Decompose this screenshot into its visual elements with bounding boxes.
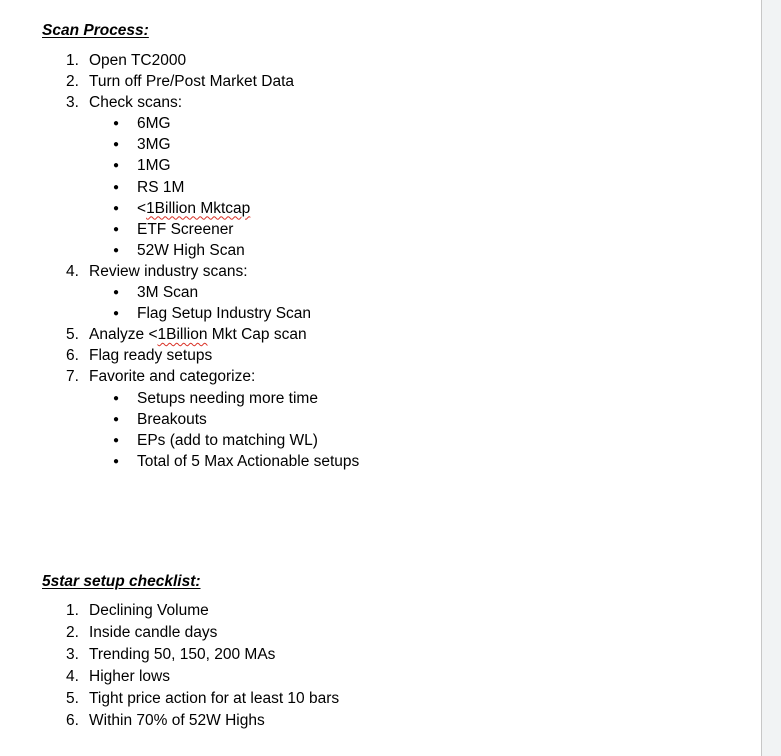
bullet-icon: ● [113,287,120,299]
list-number: 1. [66,52,79,69]
list-number: 6. [66,712,79,729]
list-text: Open TC2000 [89,52,187,69]
list-number: 6. [66,347,79,365]
text-prefix: Analyze < [89,326,158,344]
list-number: 5. [66,690,79,707]
sub-list-text: 3M Scan [137,284,199,302]
list-text: Declining Volume [89,602,209,619]
list-number: 4. [66,668,79,685]
bullet-icon: ● [113,308,120,320]
text-suffix: Mkt Cap scan [207,326,307,344]
list-number: 2. [66,624,79,641]
bullet-icon: ● [113,202,120,214]
list-text: Check scans: [89,94,183,112]
bullet-icon: ● [113,413,120,425]
list-text [89,324,307,345]
sub-list-text: EPs (add to matching WL) [137,431,318,449]
scan-process-heading[interactable]: Scan Process: [42,22,149,39]
bullet-icon: ● [113,455,120,467]
bullet-icon: ● [113,139,120,151]
sub-list-text: RS 1M [137,178,185,196]
sub-list-text: 1MG [137,157,171,175]
sub-list-text: ETF Screener [137,220,234,238]
bullet-icon: ● [113,244,120,256]
list-text: Higher lows [89,668,170,685]
list-text: Review industry scans: [89,262,248,280]
list-text: Within 70% of 52W Highs [89,712,265,729]
sub-list-text: 52W High Scan [137,241,245,259]
list-number: 3. [66,646,79,663]
list-text: Inside candle days [89,624,218,641]
scrollbar-track[interactable] [761,0,781,756]
checklist-heading[interactable]: 5star setup checklist: [42,573,201,590]
list-number: 2. [66,73,79,91]
sub-list-text: Total of 5 Max Actionable setups [137,452,360,470]
spellcheck-word[interactable]: 1Billion Mktcap [146,199,251,217]
bullet-icon: ● [113,223,120,235]
list-text: Turn off Pre/Post Market Data [89,73,295,91]
sub-list-text [137,198,250,219]
bullet-icon: ● [113,160,120,172]
bullet-icon: ● [113,392,120,404]
sub-list-text: 3MG [137,136,171,154]
sub-list-text: Setups needing more time [137,389,318,407]
list-number: 4. [66,262,79,280]
list-text: Flag ready setups [89,347,213,365]
list-text: Favorite and categorize: [89,368,256,386]
list-number: 7. [66,368,79,386]
list-number: 3. [66,94,79,112]
sub-list-text: Flag Setup Industry Scan [137,305,312,323]
bullet-icon: ● [113,118,120,130]
spellcheck-word[interactable]: 1Billion [157,326,208,344]
list-text: Tight price action for at least 10 bars [89,690,340,707]
sub-list-text: Breakouts [137,410,207,428]
list-number: 5. [66,326,79,344]
list-number: 1. [66,602,79,619]
sub-list-text: 6MG [137,115,171,133]
bullet-icon: ● [113,181,120,193]
list-text: Trending 50, 150, 200 MAs [89,646,276,663]
bullet-icon: ● [113,434,120,446]
text-prefix: < [137,199,147,217]
